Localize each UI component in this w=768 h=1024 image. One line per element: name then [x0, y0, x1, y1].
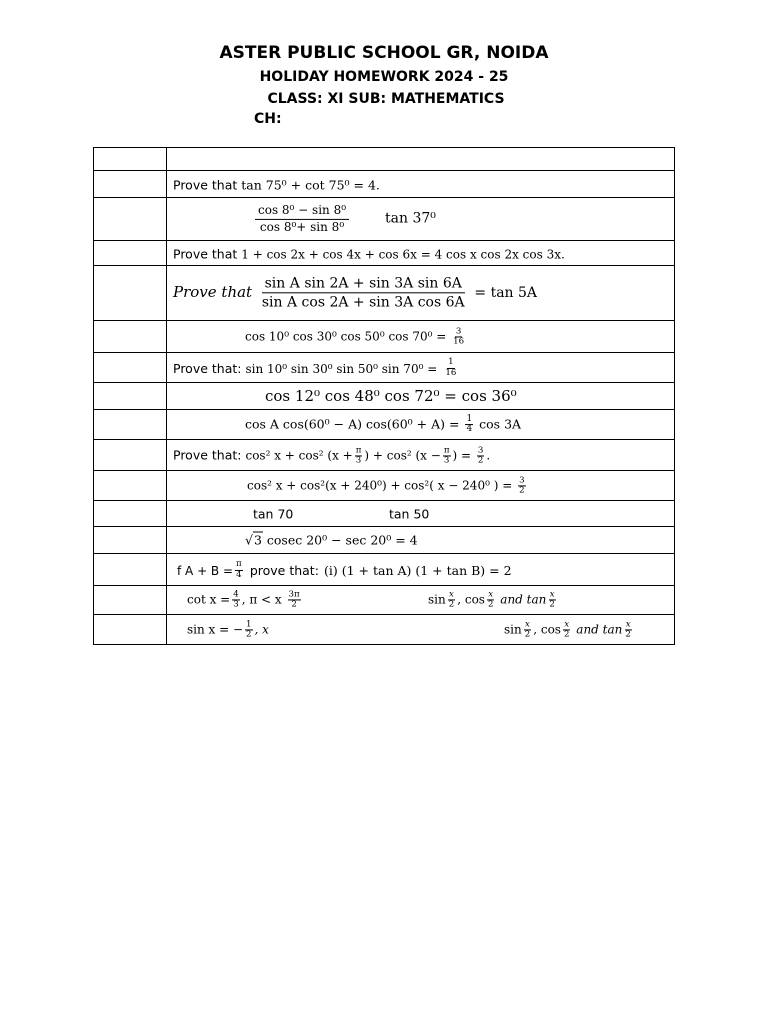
number-cell — [94, 266, 167, 321]
prompt-text: Prove that — [173, 177, 242, 193]
fraction-denominator: 4 — [466, 424, 473, 434]
fraction — [288, 590, 301, 609]
number-cell — [94, 586, 167, 615]
question-cell — [167, 554, 675, 586]
math-expression: tan 50 — [389, 506, 430, 521]
fraction-numerator: π — [355, 445, 362, 456]
math-expression: sin — [504, 622, 522, 636]
homework-title: HOLIDAY HOMEWORK 2024 - 25 — [259, 69, 509, 85]
number-cell — [94, 241, 167, 266]
math-expression: cos² x + cos² — [245, 448, 324, 463]
fraction-denominator: 2 — [524, 629, 531, 639]
number-cell — [94, 321, 167, 353]
table-row — [94, 383, 675, 410]
question-cell — [167, 198, 675, 241]
fraction-numerator: x — [564, 618, 570, 629]
fraction — [548, 590, 556, 609]
fraction — [524, 620, 532, 639]
fraction-numerator: 3 — [477, 445, 484, 456]
prompt-text: prove that: — [249, 562, 319, 578]
question-cell — [167, 410, 675, 440]
table-row — [94, 440, 675, 471]
table-row — [94, 527, 675, 554]
question-cell — [167, 321, 675, 353]
fraction — [235, 560, 243, 579]
table-row — [94, 471, 675, 501]
prompt-text: Prove that — [173, 246, 242, 262]
fraction — [245, 620, 253, 639]
fraction-denominator: 2 — [246, 629, 252, 639]
question-cell — [167, 527, 675, 554]
fraction-denominator: 2 — [477, 455, 484, 466]
math-expression: ) + cos² — [364, 448, 412, 463]
fraction-numerator: 3π — [288, 589, 300, 600]
math-expression: cos 12⁰ cos 48⁰ cos 72⁰ = cos 36⁰ — [265, 387, 517, 405]
fraction-numerator: sin A sin 2A + sin 3A sin 6A — [262, 274, 465, 293]
number-cell — [94, 501, 167, 527]
homework-table — [93, 147, 675, 645]
fraction — [232, 590, 240, 609]
math-expression: sin — [428, 592, 446, 607]
question-cell — [167, 148, 675, 171]
fraction-numerator: x — [625, 618, 631, 629]
math-expression: cot x = — [187, 592, 231, 607]
fraction — [465, 415, 473, 435]
fraction-denominator: 2 — [549, 599, 555, 610]
math-expression: and tan — [500, 592, 547, 607]
math-expression: 1 + cos 2x + cos 4x + cos 6x = 4 cos x cos 2x cos 3x. — [241, 247, 565, 262]
fraction — [563, 620, 571, 639]
math-expression: = tan 5A — [474, 285, 538, 301]
fraction — [518, 476, 526, 495]
fraction — [255, 203, 349, 235]
prompt-text: Prove that: — [173, 360, 246, 376]
fraction-numerator: 3 — [519, 474, 525, 485]
math-expression: cos 10⁰ cos 30⁰ cos 50⁰ cos 70⁰ = — [245, 329, 447, 343]
table-row — [94, 266, 675, 321]
math-expression: tan 70 — [253, 506, 294, 521]
math-expression: cos² x + cos²(x + 240⁰) + cos²( x − 240⁰ ) = — [247, 478, 513, 492]
question-cell — [167, 615, 675, 645]
number-cell — [94, 410, 167, 440]
number-cell — [94, 471, 167, 501]
table-row — [94, 353, 675, 383]
table-row — [94, 241, 675, 266]
table-row — [94, 321, 675, 353]
fraction-numerator: 4 — [233, 589, 239, 600]
math-expression: tan 37⁰ — [385, 210, 436, 227]
math-expression: cos A cos(60⁰ − A) cos(60⁰ + A) = — [245, 416, 460, 431]
fraction — [487, 590, 495, 609]
question-cell — [167, 266, 675, 321]
question-cell — [167, 501, 675, 527]
fraction-denominator: 4 — [236, 569, 242, 580]
number-cell — [94, 554, 167, 586]
fraction-numerator: 1 — [466, 413, 473, 424]
math-expression: and tan — [576, 622, 623, 636]
fraction-denominator: 2 — [625, 629, 631, 639]
math-expression: (i) (1 + tan A) (1 + tan B) = 2 — [324, 562, 512, 578]
fraction-denominator: 3 — [443, 455, 450, 466]
chapter-label: CH: — [254, 111, 282, 127]
number-cell — [94, 198, 167, 241]
table-row — [94, 615, 675, 645]
fraction — [443, 446, 451, 465]
fraction — [444, 358, 457, 377]
fraction-denominator: 2 — [487, 599, 494, 610]
table-row — [94, 554, 675, 586]
question-cell — [167, 171, 675, 198]
math-expression: , cos — [533, 622, 561, 636]
fraction-numerator: x — [525, 618, 530, 629]
math-expression: ) = — [452, 448, 472, 463]
fraction-denominator: 2 — [291, 599, 297, 610]
fraction-denominator: 16 — [453, 336, 465, 346]
number-cell — [94, 148, 167, 171]
fraction-numerator: 1 — [246, 618, 252, 629]
fraction-numerator: 3 — [455, 325, 462, 336]
table-row — [94, 198, 675, 241]
math-expression: , cos — [457, 592, 485, 607]
fraction — [624, 620, 632, 639]
table-row — [94, 501, 675, 527]
square-root: √3 — [245, 532, 262, 548]
fraction-numerator: 1 — [448, 357, 454, 368]
table-row — [94, 171, 675, 198]
fraction-numerator: π — [443, 445, 450, 456]
fraction-denominator: sin A cos 2A + sin 3A cos 6A — [261, 294, 465, 311]
question-cell — [167, 353, 675, 383]
fraction — [355, 446, 363, 465]
class-subject: CLASS: XI SUB: MATHEMATICS — [267, 91, 505, 107]
fraction-numerator: x — [549, 589, 555, 600]
fraction-numerator: cos 8⁰ − sin 8⁰ — [255, 203, 349, 220]
fraction-denominator: 2 — [448, 599, 455, 610]
fraction — [477, 446, 485, 465]
table-row — [94, 586, 675, 615]
prompt-text: f A + B = — [177, 563, 234, 578]
math-expression: cos 3A — [479, 416, 522, 431]
number-cell — [94, 527, 167, 554]
math-expression: sin 10⁰ sin 30⁰ sin 50⁰ sin 70⁰ = — [245, 361, 438, 376]
math-expression: cosec 20⁰ − sec 20⁰ = 4 — [266, 532, 418, 548]
fraction-denominator: 2 — [519, 485, 525, 495]
math-expression: . — [486, 448, 491, 463]
number-cell — [94, 615, 167, 645]
fraction-denominator: cos 8⁰+ sin 8⁰ — [259, 219, 345, 234]
fraction-numerator: x — [449, 589, 454, 600]
number-cell — [94, 353, 167, 383]
number-cell — [94, 440, 167, 471]
radicand: 3 — [253, 532, 262, 548]
math-expression: tan 75⁰ + cot 75⁰ = 4. — [241, 177, 380, 193]
fraction-denominator: 3 — [233, 599, 239, 610]
prompt-text: Prove that: — [173, 447, 246, 463]
question-cell — [167, 471, 675, 501]
math-expression: , π < x — [241, 592, 282, 607]
question-cell — [167, 586, 675, 615]
question-cell — [167, 383, 675, 410]
school-name: ASTER PUBLIC SCHOOL GR, NOIDA — [219, 43, 549, 63]
math-expression: sin x = − — [187, 622, 244, 636]
fraction-denominator: 16 — [445, 367, 457, 378]
fraction-denominator: 3 — [355, 455, 362, 466]
question-cell — [167, 440, 675, 471]
number-cell — [94, 383, 167, 410]
fraction-denominator: 2 — [563, 629, 570, 639]
fraction-numerator: x — [488, 589, 494, 600]
prompt-text: Prove that — [173, 283, 253, 301]
math-expression: (x + — [327, 448, 353, 463]
table-row — [94, 148, 675, 171]
number-cell — [94, 171, 167, 198]
math-expression: , x — [254, 622, 269, 636]
question-cell — [167, 241, 675, 266]
fraction — [259, 274, 468, 311]
math-expression: (x − — [415, 448, 441, 463]
fraction-numerator: π — [236, 559, 242, 570]
fraction — [448, 590, 456, 609]
fraction — [452, 327, 465, 346]
table-row — [94, 410, 675, 440]
